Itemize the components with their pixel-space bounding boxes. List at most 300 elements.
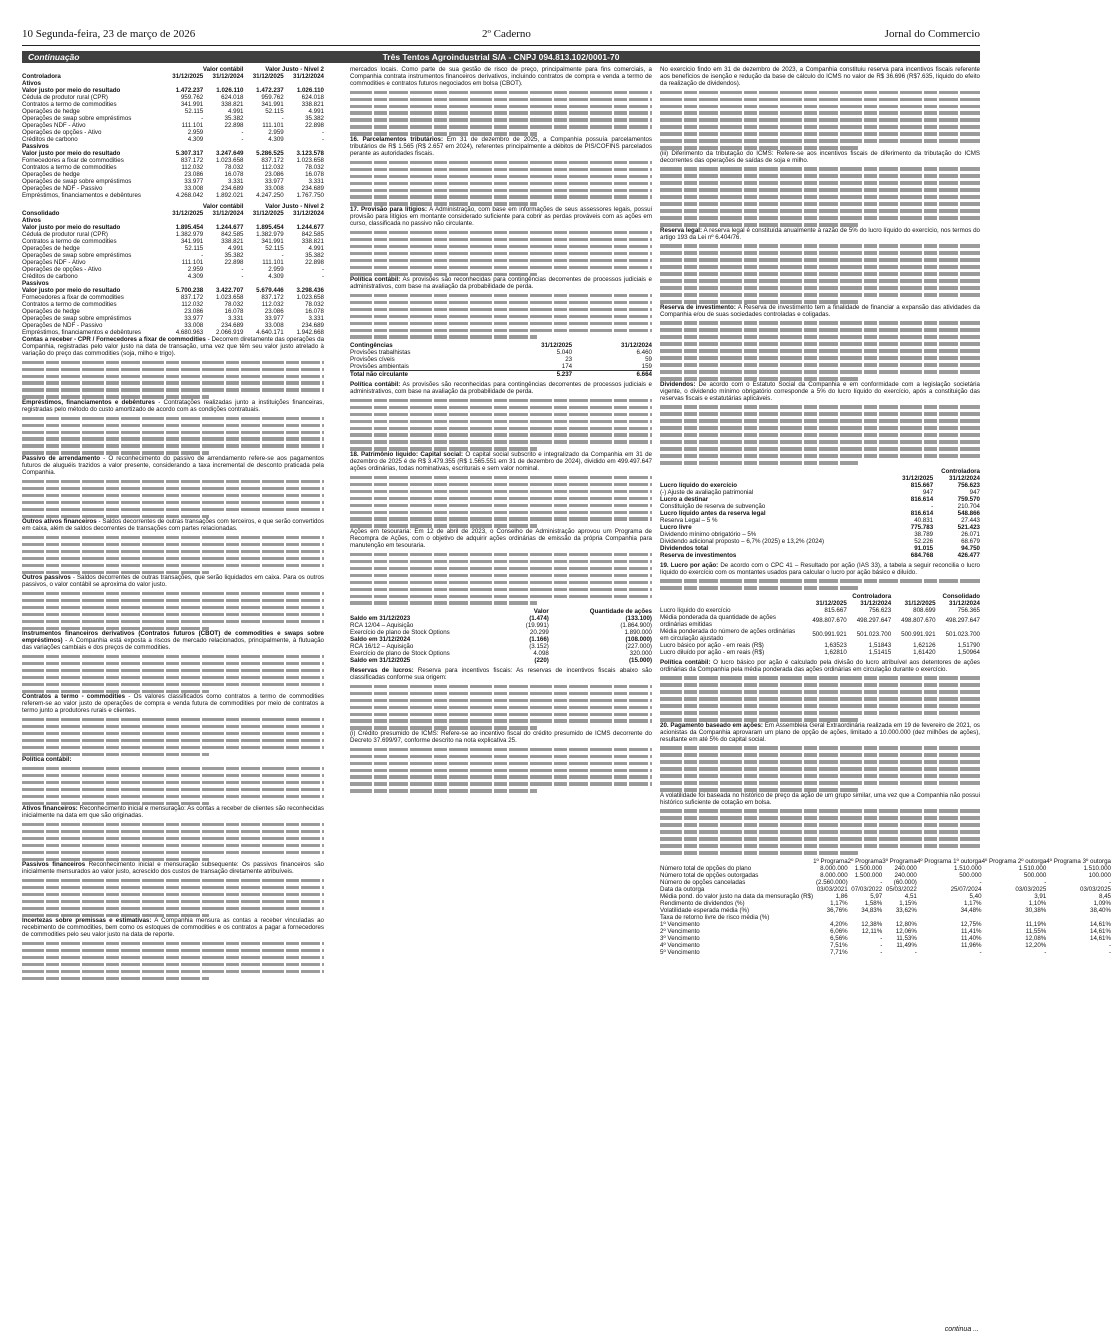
cell-value: -	[880, 934, 883, 942]
paragraph-heading: Política contábil:	[350, 276, 401, 284]
cell-value: 240.000	[894, 864, 917, 872]
cell-value: -	[241, 266, 244, 273]
cell-value: 1.767.750	[296, 192, 324, 199]
row-label: Reserva Legal – 5 %	[660, 516, 718, 524]
text-line	[660, 244, 980, 248]
cell-value	[813, 914, 848, 921]
cell-value: 12,08%	[1025, 934, 1047, 942]
text-line	[660, 774, 980, 778]
text-line	[350, 238, 652, 242]
table-row	[660, 524, 980, 531]
cell-value: 78.032	[224, 301, 244, 308]
cons-h2: Valor Justo - Nível 2	[265, 203, 324, 210]
text-line	[660, 91, 980, 95]
cons-title: Consolidado	[22, 210, 60, 217]
text-line	[660, 586, 858, 590]
cell-value: 4.098	[533, 650, 549, 658]
cell-value: 2.959	[187, 129, 204, 136]
paragraph-text: (iii) Diferimento da tributação do ICMS: Refere-se aos incentivos fiscais de diferimento da tributação do ICMS decorrentes das operações de saídas de soja e milho.	[660, 150, 980, 165]
column-3	[660, 66, 1111, 956]
cell-value: -	[979, 948, 982, 956]
text-line	[22, 557, 324, 561]
text-line	[660, 746, 980, 750]
cell-value: 5,97	[870, 892, 883, 900]
text-line	[350, 105, 652, 109]
paragraph-heading: Política contábil:	[350, 381, 401, 389]
cell-value: 624.018	[221, 94, 244, 101]
text-line	[350, 329, 652, 333]
text-line	[22, 767, 324, 771]
paragraph	[660, 227, 980, 241]
text-line	[350, 748, 652, 752]
text-line	[22, 620, 324, 624]
row-label: Lucro diluído por ação - em reais (R$)	[660, 648, 765, 656]
paragraph-text: A Reserva de investimento tem a finalidade de financiar a expansão das atividades da Companhia e/ou de suas sociedades controladas e coligadas.	[660, 303, 980, 318]
cell-value: 14,61%	[1090, 934, 1111, 942]
table-row	[22, 178, 324, 185]
paragraph-text: Reconhecimento inicial e mensuração: As contas a receber de clientes são reconhecidas inicialmente na data em que são originadas.	[22, 805, 324, 820]
cell-value: 756.623	[868, 606, 892, 614]
cell-value: 320.000	[629, 650, 652, 658]
table-row	[22, 322, 324, 329]
cell-value	[917, 914, 982, 921]
table-row	[660, 893, 1111, 900]
text-line	[660, 223, 858, 227]
table-row	[350, 629, 652, 636]
table-row	[660, 510, 980, 517]
cell-value: 36,76%	[826, 906, 848, 914]
cell-value: 756.365	[957, 606, 980, 614]
cell-value: 500.991.921	[901, 631, 936, 639]
text-line	[350, 789, 537, 793]
text-line	[350, 595, 652, 599]
cell-value: 25/07/2024	[950, 885, 982, 893]
row-label: Saldo em 31/12/2024	[350, 636, 411, 644]
cell-value: 234.689	[301, 322, 324, 329]
cell-value: 33.008	[184, 322, 204, 329]
table-row	[350, 363, 652, 371]
row-label: Dividendos total	[660, 544, 709, 552]
masthead-rule	[22, 45, 980, 46]
row-label: Valor justo por meio do resultado	[22, 224, 121, 231]
text-line	[350, 440, 652, 444]
text-line	[22, 886, 324, 890]
cell-value: 12,38%	[861, 920, 883, 928]
table-row	[22, 245, 324, 252]
paragraph-text: De acordo com o CPC 41 – Resultado por ação (IAS 33), a tabela a seguir reconcilia o lucro líquido do exercício com os montantes usados para calcular o lucro por ação básico e diluído.	[660, 561, 981, 576]
text-line	[660, 377, 858, 381]
paragraph-text: Reconhecimento inicial e mensuração subsequente: Os passivos financeiros são inicialmente mensurados ao valor justo, acrescido dos custos de transação diretamente atribuíveis.	[22, 861, 325, 876]
table-row	[22, 157, 324, 164]
dividendos-table	[660, 468, 980, 559]
table-row	[22, 252, 324, 259]
cell-value: 7,71%	[830, 948, 848, 956]
text-line	[660, 704, 980, 708]
controladora-table	[22, 66, 324, 199]
text-line	[22, 781, 324, 785]
cell-value: 16.078	[305, 308, 324, 315]
paragraph-heading: 20. Pagamento baseado em ações:	[660, 721, 763, 729]
text-line	[350, 706, 652, 710]
cons-date: 31/12/2025	[172, 210, 204, 217]
row-label: Empréstimos, financiamentos e debêntures	[22, 192, 141, 199]
cell-value: 91.015	[914, 544, 934, 552]
text-line	[22, 655, 324, 659]
text-line	[660, 809, 980, 813]
text-line	[660, 830, 980, 834]
row-label: Número total de opções outorgadas	[660, 871, 759, 879]
cell-value: 6.664	[572, 371, 652, 379]
paragraph-heading: Política contábil:	[660, 658, 711, 666]
table-row	[22, 238, 324, 245]
text-line	[22, 669, 324, 673]
col1-text	[22, 336, 324, 980]
cell-value: -	[281, 252, 284, 259]
text-line	[350, 132, 537, 136]
cell-value: -	[1108, 941, 1111, 949]
cell-value: 6.460	[636, 349, 652, 357]
cell-value: 03/03/2025	[1015, 885, 1047, 893]
table-row	[350, 349, 652, 356]
paragraph-heading: Outros passivos	[22, 574, 71, 582]
cell-value: 2º Programa	[847, 857, 883, 865]
cell-value: 959.762	[261, 94, 284, 101]
paragraph	[22, 455, 324, 476]
row-label: Exercício de plano de Stock Options	[350, 629, 450, 637]
text-line	[660, 837, 980, 841]
paragraph	[350, 528, 652, 549]
cell-value: 68.679	[961, 537, 980, 545]
cell-value: 35.382	[224, 252, 244, 259]
cell-value: 20.299	[529, 629, 549, 637]
cell-value: 07/03/2022	[851, 885, 883, 893]
cell-value: -	[880, 948, 883, 956]
cell-value: 1º Programa	[813, 857, 848, 865]
text-line	[660, 328, 980, 332]
ctl-date: 31/12/2024	[293, 73, 324, 80]
cell-value: 5.237	[492, 371, 572, 379]
cell-value: 33.008	[264, 185, 284, 192]
text-line	[350, 125, 652, 129]
row-label: Número total de opções do plano	[660, 864, 752, 872]
cell-value: 5.040	[556, 349, 573, 357]
text-line	[22, 942, 324, 946]
cell-value: 111.101	[262, 122, 284, 129]
row-label: Operações de hedge	[22, 171, 80, 178]
text-line	[660, 279, 980, 283]
table-row	[660, 607, 980, 614]
cell-value: -	[201, 252, 204, 259]
cell-value: -	[241, 273, 244, 280]
text-line	[350, 433, 652, 437]
text-line	[22, 627, 209, 631]
cell-value: -	[321, 266, 324, 273]
paragraph	[22, 861, 324, 875]
cell-value: 8.000.000	[820, 864, 848, 872]
cell-value: 1,10%	[1028, 899, 1047, 907]
row-label: Número de opções canceladas	[660, 878, 746, 886]
cell-value: 78.032	[305, 301, 324, 308]
row-label: Operações de hedge	[22, 308, 80, 315]
cell-value: 4.309	[268, 273, 284, 280]
row-label: Saldo em 31/12/2023	[350, 615, 411, 623]
row-label: Contratos a termo de commodities	[22, 101, 117, 108]
cell-value: 501.023.700	[856, 631, 892, 639]
cell-value: 1,62126	[913, 641, 936, 649]
cell-value: 808.699	[913, 606, 936, 614]
row-label: Média ponderada do número de ações ordinárias em circulação ajustado	[660, 627, 796, 642]
cell-value: 2.959	[268, 266, 284, 273]
text-line	[22, 879, 324, 883]
cell-value: 14,61%	[1090, 920, 1111, 928]
text-line	[660, 167, 980, 171]
ctl-date: 31/12/2025	[172, 73, 204, 80]
table-row	[660, 865, 1111, 872]
cell-value: 3.331	[308, 178, 324, 185]
paragraph-heading: Reserva de investimento:	[660, 303, 736, 311]
paragraph-text: Reserva para incentivos fiscais: As reservas de incentivos fiscais abaixo são classificadas conforme sua origem:	[350, 667, 652, 682]
cell-value: 3,91	[1034, 892, 1047, 900]
text-line	[22, 823, 324, 827]
cell-value: 1.510.000	[1018, 864, 1047, 872]
text-line	[350, 483, 652, 487]
table-row	[22, 136, 324, 143]
cell-value: 1.500.000	[854, 864, 883, 872]
row-label: Créditos de carbono	[22, 273, 78, 280]
text-line	[660, 844, 980, 848]
row-label: Volatilidade esperada média (%)	[660, 906, 750, 914]
cell-value: 1,15%	[899, 899, 917, 907]
cell-value: 35.382	[224, 115, 244, 122]
cell-value: 112.032	[181, 301, 204, 308]
paragraph	[350, 206, 652, 227]
paragraph-heading: Reservas de lucros:	[350, 667, 414, 675]
paragraph-text: Em Assembleia Geral Extraordinária realizada em 19 de fevereiro de 2021, os acionistas da Companhia aprovaram um plano de opção de ações, limitado a 10.000.000 (dez milhões de ações), resultante em até 5% do capital social.	[660, 721, 980, 743]
text-line	[660, 195, 980, 199]
cell-value: (2.560.000)	[816, 878, 848, 886]
row-label: Média ponderada da quantidade de ações ordinárias emitidas	[660, 613, 776, 628]
text-line	[660, 188, 980, 192]
text-line	[660, 265, 980, 269]
cell-value: 234.689	[221, 322, 244, 329]
cell-value: (1.864.900)	[620, 622, 652, 630]
text-line	[350, 504, 652, 508]
cell-value: 234.689	[301, 185, 324, 192]
table-row	[660, 942, 1111, 949]
text-line	[22, 956, 324, 960]
paragraph-text: O lucro básico por ação é calculado pela divisão do lucro atribuível aos detentores de ações ordinárias da Companhia pela média ponderada das ações ordinárias em circulação durante o exercício.	[660, 658, 980, 673]
row-label: Operações de swap sobre empréstimos	[22, 252, 132, 259]
cell-value	[882, 914, 917, 921]
row-label: Constituição de reserva de subvenção	[660, 502, 766, 510]
paragraph	[22, 917, 324, 938]
text-line	[350, 726, 537, 730]
text-line	[22, 431, 324, 435]
paragraph-text: - Contratações realizadas junto a instituições financeiras, registradas pelo método do custo amortizado de acordo com as condições contratuais.	[22, 399, 324, 414]
text-line	[22, 830, 324, 834]
row-label: Média pond. do valor justo na data da mensuração (R$)	[660, 892, 814, 900]
row-label: Contratos a termo de commodities	[22, 164, 117, 171]
row-label: Contratos a termo de commodities	[22, 301, 117, 308]
cell-value: 1.892.021	[215, 192, 244, 199]
text-line	[350, 769, 652, 773]
row-label: Provisões ambientais	[350, 363, 409, 371]
cell-value: 14,61%	[1090, 927, 1111, 935]
section-name: 2º Caderno	[482, 28, 531, 40]
table-row	[22, 192, 324, 199]
cons-passivos: Passivos	[22, 280, 49, 287]
text-line	[350, 301, 652, 305]
table-row	[22, 308, 324, 315]
table-row	[660, 496, 980, 503]
table-row	[22, 94, 324, 101]
cell-value: 78.032	[224, 164, 244, 171]
text-line	[350, 601, 537, 605]
cell-value: 4º Programa 2º outorga	[981, 857, 1047, 865]
ctl-ativos: Ativos	[22, 80, 41, 87]
cell-value: 2.959	[268, 129, 284, 136]
cell-value: 94.750	[961, 544, 980, 552]
paragraph-heading: Dividendos:	[660, 380, 696, 388]
cell-value: 16.078	[224, 171, 244, 178]
text-line	[660, 767, 980, 771]
text-line	[660, 676, 980, 680]
paragraph	[660, 304, 980, 318]
row-label: Créditos de carbono	[22, 136, 78, 143]
column-2	[350, 66, 652, 793]
row-label: Operações de swap sobre empréstimos	[22, 315, 132, 322]
cell-value: 33,62%	[895, 906, 917, 914]
paragraph-heading: Ativos financeiros:	[22, 805, 78, 813]
text-line	[660, 851, 858, 855]
paragraph-text: As provisões são reconhecidas para contingências decorrentes de processos judiciais e administrativos, com base na avaliação da probabilidade de perda.	[350, 381, 652, 396]
text-line	[660, 356, 980, 360]
text-line	[22, 914, 209, 918]
cell-value: 1,51843	[868, 641, 892, 649]
text-line	[22, 613, 324, 617]
paragraph-heading: Contratos a termo - commodities	[22, 693, 126, 701]
paragraph-text: No exercício findo em 31 de dezembro de 2023, a Companhia constituiu reserva para incentivos fiscais referente aos benefícios de isenção e redução da base de cálculo do ICMS no valor de R$ 36.696 (R$7.635, líquido do efeito da realização de dividendos).	[660, 66, 980, 88]
table-row	[660, 921, 1111, 928]
text-line	[350, 775, 652, 779]
paragraph	[22, 630, 324, 651]
cell-value: 22.898	[224, 122, 244, 129]
paragraph-heading: 16. Parcelamentos tributários:	[350, 136, 444, 144]
text-line	[22, 725, 324, 729]
paragraph-text: - O reconhecimento do passivo de arrendamento refere-se aos pagamentos futuros de aluguéis trazidos a valor presente, considerando a taxa incremental de desconto praticada pela Companhia.	[22, 455, 325, 477]
div-date: 31/12/2024	[949, 474, 980, 482]
text-line	[350, 685, 652, 689]
cons-ativos: Ativos	[22, 217, 41, 224]
cell-value: 338.821	[221, 238, 244, 245]
cell-value: (19.991)	[525, 622, 549, 630]
cell-value: 159	[641, 363, 652, 371]
cell-value: 33.977	[184, 315, 204, 322]
text-line	[660, 132, 980, 136]
text-line	[22, 375, 324, 379]
col2-tail	[350, 667, 652, 793]
cell-value: -	[321, 273, 324, 280]
table-row	[660, 928, 1111, 935]
cell-value: 1,62810	[824, 648, 847, 656]
text-line	[22, 388, 324, 392]
row-label	[660, 858, 813, 865]
text-line	[350, 245, 652, 249]
cell-value: 33.008	[264, 322, 284, 329]
text-line	[22, 837, 324, 841]
cell-value: 35.382	[305, 252, 324, 259]
table-row	[22, 115, 324, 122]
text-line	[22, 718, 324, 722]
cons-date: 31/12/2024	[293, 210, 324, 217]
table-row	[22, 87, 324, 94]
paragraph-heading: Instrumentos financeiros derivativos (Contratos futuros (CBOT) de commodities e swaps sobre empréstimos)	[22, 630, 324, 645]
cell-value: 1.023.658	[215, 294, 244, 301]
row-label: Cédula de produtor rural (CPR)	[22, 94, 108, 101]
text-line	[22, 606, 324, 610]
text-line	[660, 440, 980, 444]
cell-value: 947	[969, 488, 980, 496]
cell-value: 5,40	[969, 892, 982, 900]
cell-value: 34,48%	[960, 906, 982, 914]
text-line	[660, 718, 858, 722]
row-label: Valor justo por meio do resultado	[22, 87, 121, 94]
paragraph	[22, 693, 324, 714]
paragraph-text: - Saldos decorrentes de outras transações com terceiros, e que serão convertidos em caixa, além de saldos decorrentes de transações com partes relacionadas.	[22, 518, 324, 533]
text-line	[22, 494, 324, 498]
paragraph	[660, 562, 980, 576]
cell-value: 756.623	[957, 481, 980, 489]
cell-value: 500.991.921	[812, 631, 847, 639]
cell-value: -	[241, 129, 244, 136]
table-row	[660, 503, 980, 510]
row-label: Total não circulante	[350, 371, 492, 379]
div-date: 31/12/2025	[902, 474, 934, 482]
text-line	[22, 543, 324, 547]
cell-value: 52.115	[265, 108, 284, 115]
row-label: Operações NDF - Ativo	[22, 122, 86, 129]
paragraph	[22, 756, 324, 763]
row-label: 1º Vencimento	[660, 920, 700, 928]
table-row	[22, 259, 324, 266]
paragraph	[660, 150, 980, 164]
company-band	[22, 51, 980, 63]
text-line	[660, 760, 980, 764]
lpa-date: 31/12/2024	[860, 599, 892, 607]
lpa-hc: Controladora	[852, 592, 892, 600]
cell-value: 338.821	[301, 238, 324, 245]
cell-value: 1,86	[835, 892, 848, 900]
text-line	[22, 851, 324, 855]
text-line	[660, 335, 980, 339]
text-line	[660, 370, 980, 374]
paragraph	[350, 66, 652, 87]
paragraph	[350, 667, 652, 681]
cell-value: 426.477	[957, 551, 980, 559]
text-line	[350, 195, 652, 199]
contingencias-table	[350, 342, 652, 378]
cell-value: 1.382.979	[256, 231, 284, 238]
row-label: RCA 16/12 – Aquisição	[350, 643, 414, 651]
cell-value: 4.991	[308, 108, 324, 115]
table-row	[660, 907, 1111, 914]
cell-value: 5.286.525	[256, 150, 284, 157]
cell-value: 03/03/2021	[816, 885, 848, 893]
text-line	[660, 286, 980, 290]
cell-value: 23.086	[184, 171, 204, 178]
paragraph	[660, 659, 980, 673]
table-row	[660, 886, 1111, 893]
